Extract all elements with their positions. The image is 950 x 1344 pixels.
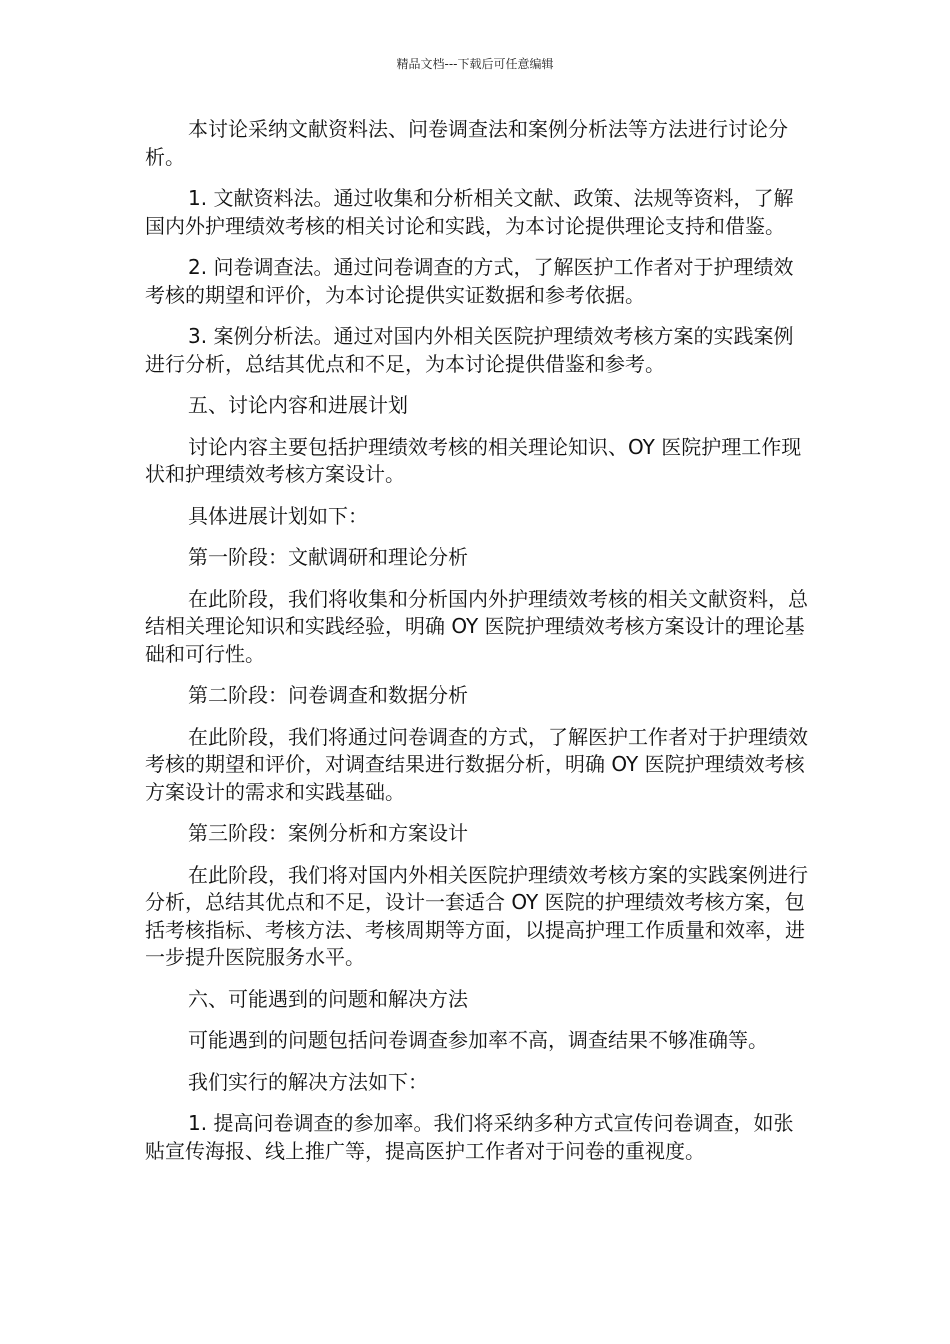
page-header: 精品文档---下载后可任意编辑 [396, 57, 554, 71]
paragraph-stage-2: 在此阶段，我们将通过问卷调查的方式，了解医护工作者对于护理绩效考核的期望和评价，对调查结果进行数据分析，明确 OY 医院护理绩效考核方案设计的需求和实践基础。 [145, 724, 808, 804]
paragraph-case-method: 3. 案例分析法。通过对国内外相关医院护理绩效考核方案的实践案例进行分析，总结其优点和不足，为本讨论提供借鉴和参考。 [145, 324, 794, 376]
document-body [145, 116, 810, 1179]
paragraph-content-summary: 讨论内容主要包括护理绩效考核的相关理论知识、OY 医院护理工作现状和护理绩效考核方案设计。 [145, 434, 802, 486]
paragraph-stage-3: 在此阶段，我们将对国内外相关医院护理绩效考核方案的实践案例进行分析，总结其优点和不足，设计一套适合 OY 医院的护理绩效考核方案，包括考核指标、考核方法、考核周期等方面，以提高护理工作质量和效率，进一步提升医院服务水平。 [145, 862, 808, 969]
paragraph-methods-intro: 本讨论采纳文献资料法、问卷调查法和案例分析法等方法进行讨论分析。 [145, 117, 788, 169]
paragraph-literature-method: 1. 文献资料法。通过收集和分析相关文献、政策、法规等资料，了解国内外护理绩效考核的相关讨论和实践，为本讨论提供理论支持和借鉴。 [145, 186, 794, 238]
stage-heading-2: 第二阶段：问卷调查和数据分析 [188, 683, 468, 707]
paragraph-solution-1: 1. 提高问卷调查的参加率。我们将采纳多种方式宣传问卷调查，如张贴宣传海报、线上推广等，提高医护工作者对于问卷的重视度。 [145, 1111, 794, 1163]
paragraph-survey-method: 2. 问卷调查法。通过问卷调查的方式，了解医护工作者对于护理绩效考核的期望和评价，为本讨论提供实证数据和参考依据。 [145, 255, 794, 307]
paragraph-problems: 可能遇到的问题包括问卷调查参加率不高，调查结果不够准确等。 [188, 1028, 768, 1052]
paragraph-stage-1: 在此阶段，我们将收集和分析国内外护理绩效考核的相关文献资料，总结相关理论知识和实践经验，明确 OY 医院护理绩效考核方案设计的理论基础和可行性。 [145, 586, 808, 666]
section-heading-content-plan: 五、讨论内容和进展计划 [188, 393, 408, 417]
paragraph-plan-intro: 具体进展计划如下： [188, 503, 368, 528]
stage-heading-3: 第三阶段：案例分析和方案设计 [188, 821, 468, 845]
section-heading-problems: 六、可能遇到的问题和解决方法 [188, 986, 468, 1011]
stage-heading-1: 第一阶段：文献调研和理论分析 [188, 545, 468, 569]
paragraph-solutions-intro: 我们实行的解决方法如下： [188, 1069, 428, 1094]
